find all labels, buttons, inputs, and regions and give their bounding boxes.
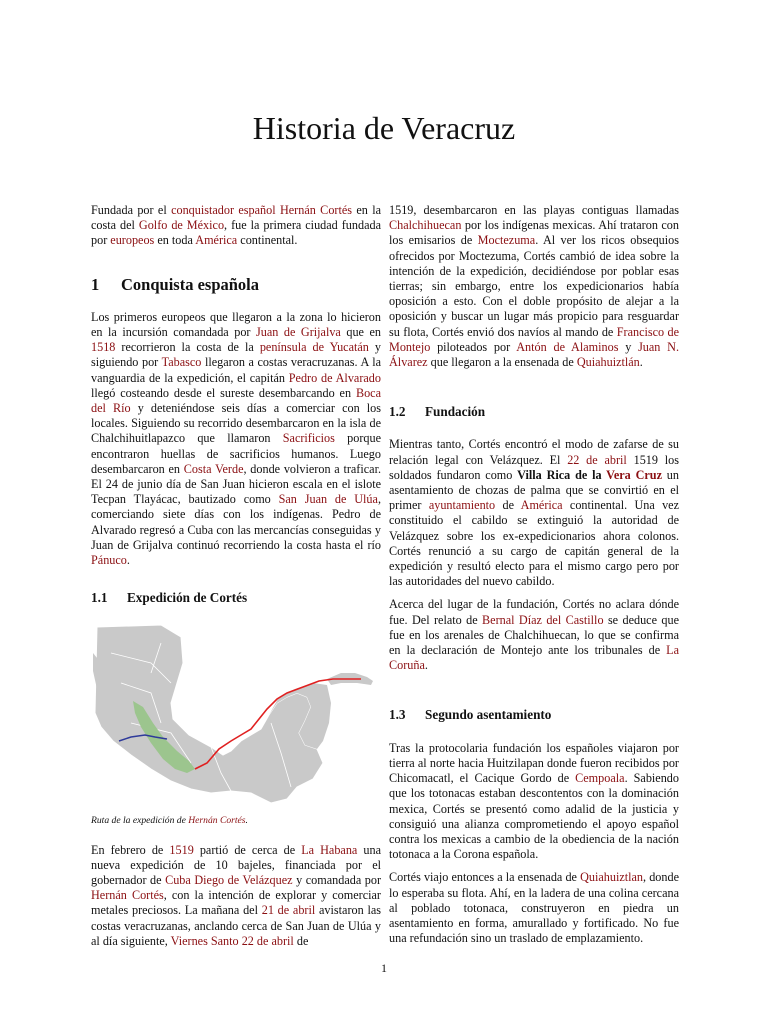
subsection-heading-1-2 [389, 404, 679, 419]
text-run: de [495, 498, 521, 513]
text-run: llegaron a costas veracruzanas. A la vanguardia de la expedición, el capitán [91, 355, 381, 385]
text-run: , donde lo esperaba su flota. Ahí, en la ladera de una colina cercana al poblado totonaca, construyeron en piedra un asentamiento en forma, amurallado y fortificado. No fue una refundación sino un traslado de emplazamiento. [389, 870, 679, 946]
text-link[interactable]: América [195, 233, 238, 248]
left-column [91, 203, 381, 957]
text-run: 1519, desembarcaron en las playas contiguas llamadas [389, 203, 679, 217]
text-run: porque encontraron huellas de sacrificios humanos. Luego desembarcaron en [91, 431, 381, 476]
text-link[interactable]: 1518 [91, 340, 116, 355]
text-run: En febrero de [91, 842, 170, 857]
text-run: que en [340, 325, 381, 340]
text-run: avistaron las costas veracruzanas, anclando cerca de San Juan de Ulúa y al día siguiente, [91, 903, 381, 948]
text-run: continental. [237, 233, 298, 248]
text-link[interactable]: La Coruña [389, 643, 679, 673]
text-run: una nueva expedición de 10 bajeles, financiada por el gobernador de [91, 842, 381, 888]
text-run: Mientras tanto, Cortés encontró el modo de zafarse de su relación legal con Velázquez. El [389, 437, 679, 467]
text-run: , donde volvieron a traficar. El 24 de junio día de San Juan hicieron escala en el islote Tecpan Tlayácac, bautizado como [91, 461, 382, 507]
text-link[interactable]: Hernán Cortés [188, 815, 246, 827]
subsection-heading-1-1 [91, 590, 381, 605]
text-link[interactable]: Cuba [165, 873, 191, 888]
text-run: Acerca del lugar de la fundación, Cortés no aclara dónde fue. Del relato de [389, 597, 679, 627]
text-link[interactable]: Hernán Cortés [91, 888, 164, 903]
text-run: de [293, 933, 309, 948]
text-run: , con la intención de explorar y comerciar metales preciosos. La mañana del [91, 888, 381, 918]
text-run: que llegaron a la ensenada de [427, 355, 577, 370]
text-link[interactable]: península de Yucatán [259, 340, 369, 355]
text-run: en la costa del [91, 203, 382, 233]
subsection-number: 1.2 [389, 404, 406, 420]
subsection1-2-paragraph-1 [389, 437, 679, 589]
text-run: llegó costeando desde el sureste desembarcando en [91, 385, 356, 400]
map-land-mexico [95, 625, 323, 803]
text-link[interactable]: Quiahuiztlan [580, 870, 644, 885]
text-link[interactable]: Juan de Grijalva [256, 325, 341, 340]
text-run: recorrieron la costa de la [115, 340, 260, 355]
subsection1-3-paragraph-2 [389, 870, 679, 946]
text-link[interactable]: Pedro de Alvarado [288, 370, 381, 385]
text-link[interactable]: Bernal Díaz del Castillo [482, 612, 604, 627]
subsection1-1-paragraph [91, 843, 381, 949]
text-link[interactable]: Vera Cruz [606, 467, 662, 482]
subsection1-3-paragraph-1 [389, 741, 679, 863]
text-link[interactable]: Viernes Santo [170, 933, 239, 948]
right-column [389, 203, 679, 954]
text-link[interactable]: conquistador español [171, 203, 276, 217]
text-run: Ruta de la expedición de [91, 815, 189, 827]
text-run: Fundada por el [91, 203, 172, 217]
text-run: piloteados por [430, 339, 517, 354]
map-svg [91, 623, 373, 805]
text-link[interactable]: ayuntamiento [428, 498, 496, 513]
text-link[interactable]: Antón de Alaminos [516, 339, 619, 354]
text-link[interactable]: Quiahuiztlán [576, 355, 640, 370]
text-run: Tras la protocolaria fundación los españoles viajaron por tierra al norte hacia Huitzilapan donde fueron recibidos por Chicomacatl, el Cacique Gordo de [389, 740, 679, 786]
text-run: y comandada por [292, 873, 382, 888]
text-link[interactable]: Juan N. Álvarez [389, 339, 680, 370]
subsection-number: 1.1 [91, 590, 108, 606]
text-link[interactable]: Sacrificios [282, 431, 335, 446]
continued-paragraph [389, 203, 679, 370]
text-run: partió de cerca de [193, 842, 302, 857]
text-link[interactable]: Diego de Velázquez [194, 873, 293, 888]
text-run: y siguiendo por [91, 340, 382, 370]
text-link[interactable]: 1519 [169, 842, 194, 857]
subsection-title: Expedición de Cortés [127, 590, 248, 606]
expedition-route-map [91, 623, 373, 805]
text-link[interactable]: América [520, 498, 563, 513]
text-run: se deduce que fue en los arenales de Chalchihuecan, lo que se confirma en la declaración de Montejo ante los tribunales de [389, 612, 679, 658]
section-number: 1 [91, 274, 100, 294]
text-run: . Sabiendo que los totonacas estaban descontentos con la dominación mexica, Cortés se presentó como adalid de la justicia y consiguió una alianza comprometiendo el apoyo español contra los mexicas a cambio de la obediencia de la nación totonaca a la Corona española. [389, 771, 679, 862]
page-number: 1 [381, 961, 387, 975]
text-run: en toda [154, 233, 196, 248]
text-run: Cortés viajo entonces a la ensenada de [389, 870, 581, 885]
subsection-title: Fundación [425, 404, 486, 420]
subsection1-2-paragraph-2 [389, 597, 679, 673]
text-link[interactable]: europeos [110, 233, 155, 248]
text-run: 1519 los soldados fundaron como [389, 452, 679, 482]
text-run: , comerciando siete días con los indígenas. Pedro de Alvarado regresó a Cuba con las mercancías conseguidas y Juan de Grijalva continuó recorriendo la costa hasta el río [91, 492, 381, 552]
section1-paragraph [91, 310, 381, 568]
text-link[interactable]: Cempoala [575, 771, 625, 786]
text-link[interactable]: Hernán Cortés [279, 203, 353, 217]
text-run: y [618, 339, 639, 354]
text-run: y deteniéndose seis días a comerciar con los locales. Siguiendo su recorrido desembarcaron en la isla de Chalchihuitlapazco que llamaron [91, 401, 382, 446]
text-run: . Al ver los ricos obsequios ofrecidos por Moctezuma, Cortés cambió de idea sobre la intención de la expedición, decidiéndose por poblar esas tierras; sin embargo, entre los expedicionarios había oposición a esto. Con el doble propósito de alejar a la oposición y buscar un lugar más propicio para resguardar su flota, Cortés envió dos navíos al mando de [389, 233, 679, 339]
text-link[interactable]: Francisco de Montejo [389, 324, 679, 354]
section-title: Conquista española [121, 274, 260, 294]
text-link[interactable]: Boca del Río [91, 385, 381, 416]
text-run: Villa Rica de la [517, 467, 607, 482]
subsection-title: Segundo asentamiento [425, 707, 552, 723]
text-link[interactable]: Pánuco [91, 553, 127, 568]
text-link[interactable]: San Juan de Ulúa [278, 492, 378, 507]
text-run: . [245, 815, 248, 827]
text-run: , fue la primera ciudad fundada por [91, 218, 381, 248]
text-run: Los primeros europeos que llegaron a la zona lo hicieron en la incursión comandada por [91, 309, 381, 340]
subsection-heading-1-3 [389, 707, 679, 722]
text-run: un asentamiento de chozas de palma que se convirtió en el primer [389, 467, 679, 513]
intro-paragraph [91, 203, 381, 249]
map-caption [91, 813, 381, 828]
section-heading-1 [91, 274, 381, 294]
text-link[interactable]: 22 de abril [241, 933, 294, 948]
text-link[interactable]: 21 de abril [261, 903, 316, 918]
text-link[interactable]: 22 de abril [567, 452, 627, 467]
text-link[interactable]: La Habana [301, 842, 358, 857]
text-link[interactable]: Chalchihuecan [389, 218, 462, 233]
text-link[interactable]: Moctezuma [477, 233, 536, 248]
text-run: continental. Una vez constituido el cabildo se extinguió la autoridad de Velázquez sobre los ex-expedicionarios ahora colonos. Cortés renunció a su cargo de capitán general de la expedición y resultó electo para el mismo cargo pero por las autoridades del nuevo cabildo. [389, 498, 679, 589]
text-link[interactable]: Costa Verde [183, 461, 244, 476]
page-title: Historia de Veracruz [252, 110, 516, 146]
text-run: . [639, 355, 643, 370]
text-run: . [424, 658, 428, 673]
text-run: por los indígenas mexicas. Ahí trataron con los emisarios de [389, 218, 679, 248]
subsection-number: 1.3 [389, 707, 406, 723]
text-link[interactable]: Golfo de México [138, 218, 225, 233]
text-run: . [126, 553, 130, 568]
text-link[interactable]: Tabasco [161, 355, 202, 370]
